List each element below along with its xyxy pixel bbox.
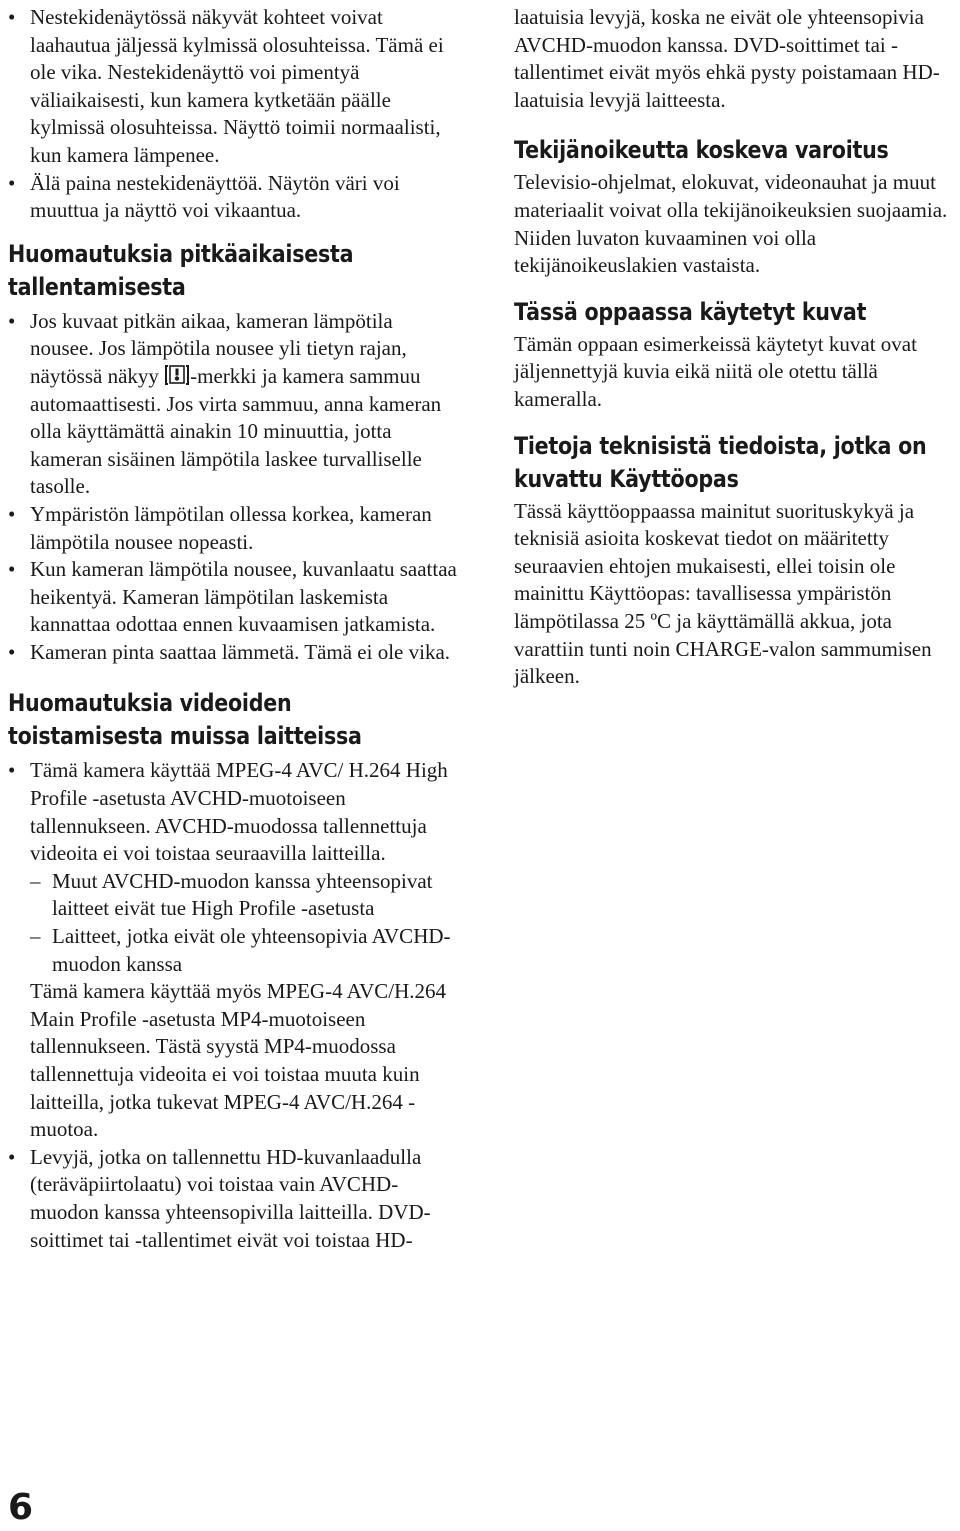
list-item: • Kun kameran lämpötila nousee, kuvanlaatu saattaa heikentyä. Kameran lämpötilan laskemista kannattaa odottaa ennen kuvaamisen jatkamista. — [8, 556, 460, 639]
heading-line: Huomautuksia videoiden — [8, 689, 292, 718]
heading-line: Huomautuksia pitkäaikaisesta — [8, 239, 354, 268]
list-item: • Nestekidenäytössä näkyvät kohteet voivat laahautua jäljessä kylmissä olosuhteissa. Tämä ei ole vika. Nestekidenäyttö voi pimentyä väliaikaisesti, kun kamera kytketään päälle kylmissä olosuhteissa. Näyttö toimii normaalisti, kun kamera lämpenee. — [8, 4, 460, 170]
continuation-text: Tämä kamera käyttää myös MPEG-4 AVC/H.264 Main Profile -asetusta MP4-muotoiseen tallennukseen. Tästä syystä MP4-muodossa tallennettuja videoita ei voi toistaa muuta kuin laitteilla, jotka tukevat MPEG-4 AVC/H.264 -muotoa. — [30, 979, 447, 1142]
section-heading — [8, 238, 397, 304]
heading-line: toistamisesta muissa laitteissa — [8, 722, 362, 751]
heading-line: tallentamisesta — [8, 272, 186, 301]
dash-item: – Laitteet, jotka eivät ole yhteensopivia AVCHD-muodon kanssa — [8, 923, 460, 978]
section-heading — [514, 430, 927, 496]
section-heading: Tekijänoikeutta koskeva varoitus — [514, 136, 889, 165]
section-body: Tässä käyttöoppaassa mainitut suorituskykyä ja teknisiä asioita koskevat tiedot on määritetty seuraavien ehtojen mukaisesti, ellei toisin ole mainittu Käyttöopas: tavallisessa ympäristön lämpötilassa 25 ºC ja käyttämällä akkua, jota varattiin tunti noin CHARGE-valon sammumisen jälkeen. — [514, 498, 932, 689]
list-item: • Tämä kamera käyttää MPEG-4 AVC/ H.264 High Profile -asetusta AVCHD-muotoiseen tallennukseen. AVCHD-muodossa tallennettuja videoita ei voi toistaa seuraavilla laitteilla. — [8, 757, 460, 867]
section-playback — [8, 687, 460, 1254]
section-long-recording — [8, 238, 460, 667]
list-item: • Kameran pinta saattaa lämmetä. Tämä ei ole vika. — [8, 639, 460, 667]
section-body: Televisio-ohjelmat, elokuvat, videonauhat ja muut materiaalit voivat olla tekijänoikeuksien suojaamia. Niiden luvaton kuvaaminen voi olla tekijänoikeuslakien vastaista. — [514, 170, 948, 278]
list-item: • Levyjä, jotka on tallennettu HD-kuvanlaadulla (teräväpiirtolaatu) voi toistaa vain AVCHD-muodon kanssa yhteensopivilla laitteilla. DVD-soittimet tai -tallentimet eivät voi toistaa HD- — [8, 1144, 460, 1254]
carryover-text: laatuisia levyjä, koska ne eivät ole yhteensopivia AVCHD-muodon kanssa. DVD-soittimet tai -tallentimet eivät myös ehkä pysty poistamaan HD-laatuisia levyjä laitteesta. — [514, 5, 940, 112]
list-item-text: Jos kuvaat pitkän aikaa, kameran lämpötila nousee. Jos lämpötila nousee yli tietyn rajan, näytössä näkyy — [30, 308, 407, 388]
list-item — [8, 308, 460, 501]
overheat-warning-icon — [165, 364, 189, 386]
section-heading — [8, 687, 397, 753]
dash-item: – Muut AVCHD-muodon kanssa yhteensopivat laitteet eivät tue High Profile -asetusta — [8, 868, 460, 923]
section-heading: Tässä oppaassa käytetyt kuvat — [514, 297, 867, 326]
heading-line: Tietoja teknisistä tiedoista, jotka on — [514, 431, 927, 460]
page-number: 6 — [8, 1487, 34, 1528]
section-images — [514, 296, 954, 414]
section-specifications — [514, 430, 954, 691]
list-item-text: -merkki ja kamera sammuu automaattisesti. Jos virta sammuu, anna kameran olla käyttämättä ainakin 10 minuuttia, jotta kameran sisäinen lämpötila laskee turvalliselle tasolle. — [30, 363, 442, 499]
left-column — [8, 0, 460, 1254]
heading-line: kuvattu Käyttöopas — [514, 464, 739, 493]
section-body: Tämän oppaan esimerkeissä käytetyt kuvat ovat jäljennettyjä kuvia eikä niitä ole otettu tällä kameralla. — [514, 331, 917, 411]
section-copyright — [514, 134, 954, 279]
list-item: • Ympäristön lämpötilan ollessa korkea, kameran lämpötila nousee nopeasti. — [8, 501, 460, 556]
list-item: • Älä paina nestekidenäyttöä. Näytön väri voi muuttua ja näyttö voi vikaantua. — [8, 170, 460, 225]
right-column — [514, 0, 954, 691]
